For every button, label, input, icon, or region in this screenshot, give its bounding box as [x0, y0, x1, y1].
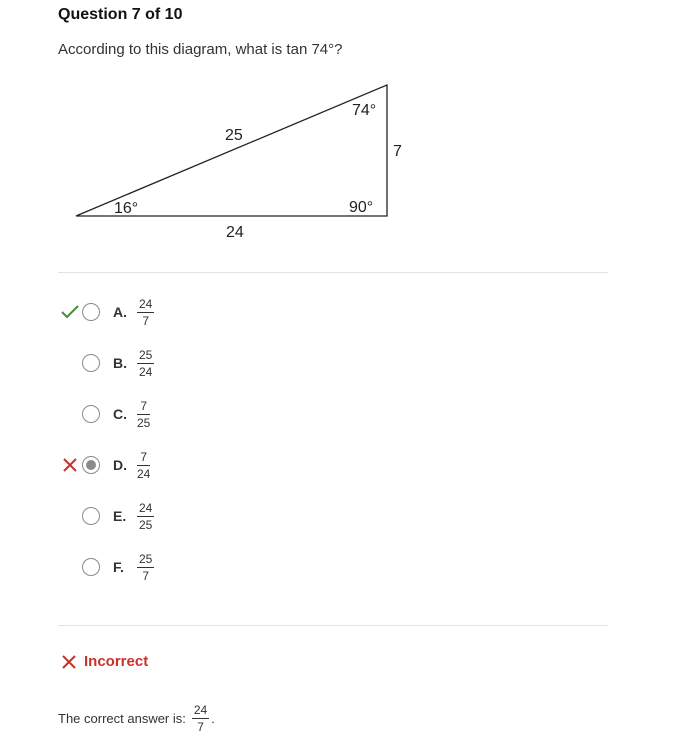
- option-letter: F.: [113, 559, 124, 575]
- correct-answer-fraction: [192, 704, 209, 733]
- option-letter: E.: [113, 508, 127, 524]
- fraction-numerator: 24: [193, 703, 208, 717]
- option-letter: D.: [113, 457, 127, 473]
- mark-placeholder: [58, 504, 82, 528]
- incorrect-icon: [62, 655, 76, 669]
- option-fraction: [137, 451, 150, 480]
- angle-right-label: 90°: [349, 199, 374, 216]
- fraction-denominator: 24: [139, 364, 153, 379]
- option-b[interactable]: [58, 343, 358, 383]
- option-e-radio[interactable]: [82, 507, 100, 525]
- divider-top: [58, 272, 608, 273]
- option-fraction: [137, 553, 154, 582]
- option-f[interactable]: [58, 547, 358, 587]
- fraction-numerator: 7: [140, 449, 148, 464]
- correct-check-icon: [58, 300, 82, 324]
- fraction-bar: [137, 363, 154, 364]
- radio-selected-dot: [86, 460, 96, 470]
- fraction-bar: [137, 465, 150, 466]
- question-text: According to this diagram, what is tan 74°?: [58, 41, 343, 58]
- option-a-radio[interactable]: [82, 303, 100, 321]
- triangle-diagram: [70, 80, 410, 250]
- option-fraction: [137, 298, 154, 327]
- side-label: 7: [393, 143, 402, 160]
- result-banner: [62, 653, 148, 670]
- option-letter: B.: [113, 355, 127, 371]
- fraction-bar: [137, 414, 150, 415]
- fraction-bar: [137, 312, 154, 313]
- base-label: 24: [226, 224, 244, 241]
- angle-top-label: 74°: [352, 102, 377, 119]
- fraction-bar: [137, 516, 154, 517]
- fraction-numerator: 24: [139, 500, 153, 515]
- option-letter: C.: [113, 406, 127, 422]
- angle-left-label: 16°: [114, 200, 139, 217]
- fraction-bar: [137, 567, 154, 568]
- option-fraction: [137, 502, 154, 531]
- mark-placeholder: [58, 402, 82, 426]
- fraction-denominator: 25: [139, 517, 153, 532]
- option-fraction: [137, 349, 154, 378]
- mark-placeholder: [58, 555, 82, 579]
- fraction-numerator: 24: [139, 296, 153, 311]
- option-c[interactable]: [58, 394, 358, 434]
- option-letter: A.: [113, 304, 127, 320]
- fraction-bar: [192, 718, 209, 719]
- option-d[interactable]: [58, 445, 358, 485]
- option-e[interactable]: [58, 496, 358, 536]
- correct-answer-suffix: .: [211, 711, 215, 726]
- correct-answer-prefix: The correct answer is:: [58, 711, 186, 726]
- option-a[interactable]: [58, 292, 358, 332]
- fraction-denominator: 7: [142, 568, 150, 583]
- correct-answer: [58, 704, 215, 733]
- fraction-numerator: 7: [140, 398, 148, 413]
- fraction-denominator: 7: [142, 313, 150, 328]
- fraction-numerator: 25: [139, 551, 153, 566]
- question-title: Question 7 of 10: [58, 6, 183, 23]
- fraction-numerator: 25: [139, 347, 153, 362]
- result-label: Incorrect: [84, 653, 149, 670]
- wrong-cross-icon: [58, 453, 82, 477]
- mark-placeholder: [58, 351, 82, 375]
- option-b-radio[interactable]: [82, 354, 100, 372]
- option-fraction: [137, 400, 150, 429]
- triangle-shape: [76, 85, 387, 216]
- option-d-radio[interactable]: [82, 456, 100, 474]
- fraction-denominator: 7: [197, 720, 204, 734]
- fraction-denominator: 24: [137, 466, 151, 481]
- option-c-radio[interactable]: [82, 405, 100, 423]
- option-f-radio[interactable]: [82, 558, 100, 576]
- hypotenuse-label: 25: [225, 127, 243, 144]
- fraction-denominator: 25: [137, 415, 151, 430]
- divider-bottom: [58, 625, 608, 626]
